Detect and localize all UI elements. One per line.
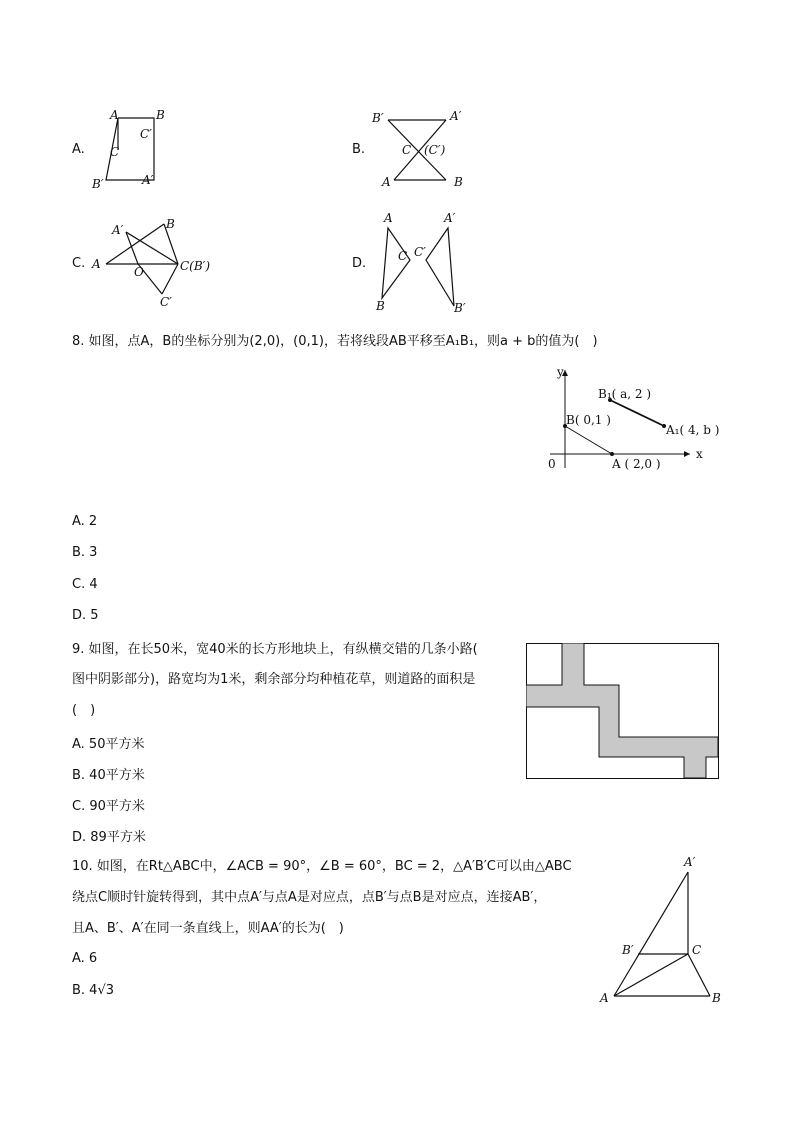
q7c-label-O: O [134,265,144,279]
q7c-label-B: B [166,217,175,231]
q7a-label-C-prime: C′ [140,127,152,141]
q7-figure-c [88,212,228,312]
q9-option-d: D. 89平方米 [72,830,146,845]
q10-label-C: C [692,943,702,957]
q10-label-A-prime: A′ [684,855,696,869]
q8-b1-label: B₁( a, 2 ) [598,387,652,401]
q7-option-b-label: B. [352,142,366,157]
q8-y-label: y [557,365,564,379]
q7-figure-b [368,104,478,196]
q10-label-A: A [600,991,609,1005]
q7c-label-A: A [92,257,101,271]
q7b-label-A: A [382,175,391,189]
q7-option-c-label: C. [72,256,86,271]
q8-option-c: C. 4 [72,577,98,592]
q8-a-label: A ( 2,0 ) [612,457,661,471]
q7-option-d-label: D. [352,256,367,271]
q7-option-a-label: A. [72,142,85,157]
q7b-label-B-prime: B′ [372,111,384,125]
q7a-label-C: C [110,145,120,159]
q10-triangle-figure [598,852,728,1008]
q7b-label-C: C [402,143,412,157]
q9-stem-line-2: 图中阴影部分)，路宽均为1米，剩余部分均种植花草，则道路的面积是 [72,672,476,687]
q10-stem-line-2: 绕点C顺时针旋转得到，其中点A′与点A是对应点，点B′与点B是对应点，连接AB′， [72,890,547,905]
q10-option-b: B. 4√3 [72,983,115,998]
q7a-label-A-prime: A′ [142,173,154,187]
segment-AB [565,426,612,454]
q8-origin-label: 0 [548,457,556,471]
q8-option-a: A. 2 [72,514,98,529]
q8-b-label: B( 0,1 ) [566,413,611,427]
q10-option-a: A. 6 [72,951,98,966]
q9-road-figure [526,643,720,781]
q9-stem-line-3: ( ) [72,703,96,718]
q7d-label-B-prime: B′ [454,301,466,315]
q9-option-a: A. 50平方米 [72,737,145,752]
q7c-label-C-B-prime: C(B′) [180,259,211,273]
q7a-label-A: A [110,108,119,122]
q8-x-label: x [696,447,703,461]
q10-label-B-prime: B′ [622,943,634,957]
q7b-label-C-prime: (C′) [424,143,446,157]
q8-coordinate-figure [540,362,720,474]
q9-stem-line-1: 9. 如图，在长50米，宽40米的长方形地块上，有纵横交错的几条小路( [72,642,478,657]
q7c-label-A-prime: A′ [112,223,124,237]
q7b-label-B: B [454,175,463,189]
q8-stem: 8. 如图，点A，B的坐标分别为(2,0)，(0,1)，若将线段AB平移至A₁B₁，则a + b的值为( ) [72,334,598,349]
q8-option-d: D. 5 [72,608,99,623]
segment-A1B1 [610,400,664,426]
q7d-label-A: A [384,211,393,225]
q7d-label-B: B [376,299,385,313]
q7a-label-B-prime: B′ [92,177,104,191]
q7-figure-a [88,104,178,194]
q7c-label-C-prime: C′ [160,295,172,309]
q10-label-B: B [712,991,721,1005]
q10-stem-line-1: 10. 如图，在Rt△ABC中，∠ACB = 90°，∠B = 60°，BC = 2，△A′B′C可以由△ABC [72,859,572,874]
q9-option-b: B. 40平方米 [72,768,145,783]
q10-stem-line-3: 且A、B′、A′在同一条直线上，则AA′的长为( ) [72,921,344,936]
q8-option-b: B. 3 [72,545,98,560]
q7d-label-C-prime: C′ [414,245,426,259]
q9-option-c: C. 90平方米 [72,799,145,814]
q7-figure-d [368,208,478,320]
q7b-label-A-prime: A′ [450,109,462,123]
q8-a1-label: A₁( 4, b ) [666,423,720,437]
q7a-label-B: B [156,108,165,122]
q7d-label-A-prime: A′ [444,211,456,225]
q7d-label-C: C [398,249,408,263]
